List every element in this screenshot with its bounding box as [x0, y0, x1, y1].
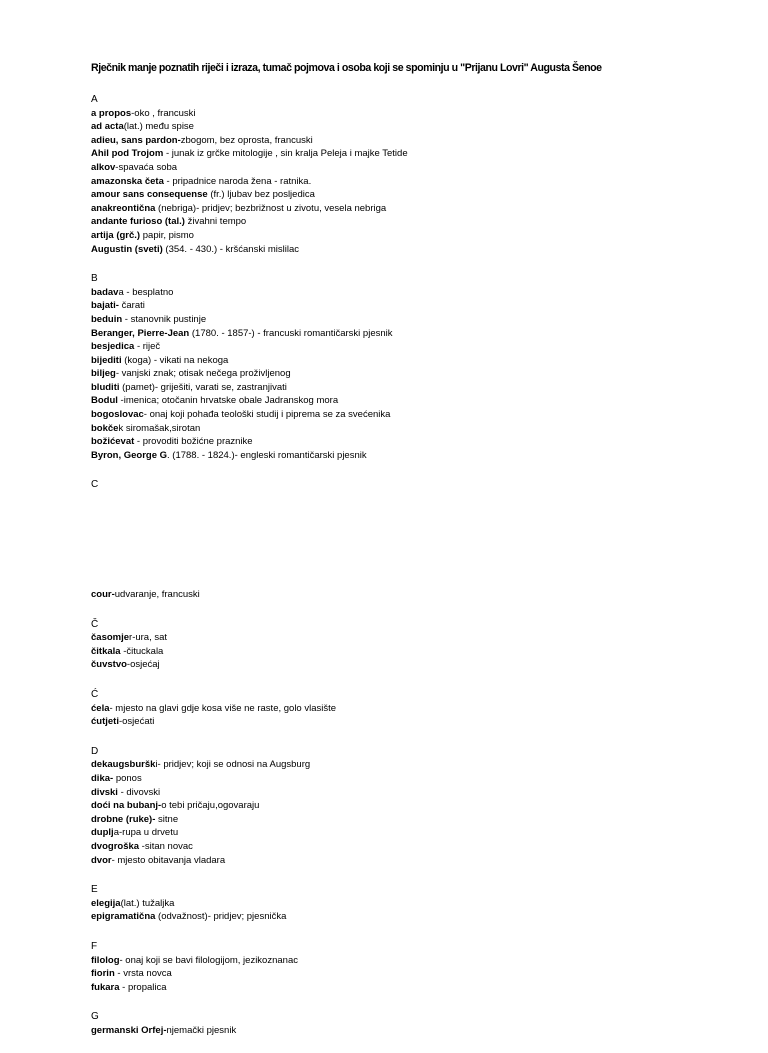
glossary-entry — [91, 645, 731, 659]
entry-term: čitkala — [91, 645, 121, 657]
entry-term: čuvstvo — [91, 659, 127, 671]
entry-term: bogoslovac — [91, 409, 144, 421]
document-title: Rječnik manje poznatih riječi i izraza, tumač pojmova i osoba koji se spominju u "Prijanu Lovri" Augusta Šenoe — [91, 62, 602, 74]
entry-definition: k siromašak,sirotan — [118, 422, 201, 434]
entry-definition: - riječ — [134, 341, 161, 353]
entry-term: Ahil pod Trojom — [91, 148, 164, 160]
glossary-entry — [91, 107, 731, 121]
entry-term: alkov — [91, 161, 116, 173]
entry-definition: o tebi pričaju,ogovaraju — [161, 800, 260, 812]
entry-definition: . (1788. - 1824.)- engleski romantičarski pjesnik — [167, 449, 367, 461]
entry-term: drobne (ruke)- — [91, 813, 156, 825]
glossary-entry — [91, 299, 731, 313]
entry-definition: papir, pismo — [140, 229, 194, 241]
entry-term: dvogroška — [91, 840, 140, 852]
entry-term: Augustin (sveti) — [91, 243, 163, 255]
entry-term: filolog — [91, 954, 120, 966]
entry-term: epigramatična — [91, 911, 156, 923]
glossary-section — [91, 745, 731, 867]
glossary-entry — [91, 286, 731, 300]
entry-term: cour- — [91, 589, 115, 601]
entry-term: božićevat — [91, 436, 135, 448]
entry-definition: - vrsta novca — [114, 968, 172, 980]
entry-term: ćutjeti — [91, 716, 119, 728]
glossary-entry — [91, 588, 731, 602]
entry-term: amour sans consequense — [91, 189, 208, 201]
entry-term: Bodul — [91, 395, 118, 407]
glossary-section — [91, 688, 731, 729]
glossary-section — [91, 272, 731, 462]
glossary-section — [91, 618, 731, 672]
entry-term: fukara — [91, 981, 120, 993]
entry-term: anakreontična — [91, 202, 156, 214]
glossary-entry — [91, 449, 731, 463]
entry-definition: njemački pjesnik — [166, 1024, 237, 1036]
glossary-entry — [91, 910, 731, 924]
entry-definition: (lat.) tužaljka — [120, 897, 175, 909]
glossary-entry — [91, 435, 731, 449]
entry-definition: a-rupa u drvetu — [113, 827, 179, 839]
entry-definition: - junak iz grčke mitologije , sin kralja Peleja i majke Tetide — [163, 148, 408, 160]
glossary-entry — [91, 715, 731, 729]
glossary-entry — [91, 786, 731, 800]
entry-term: ad acta — [91, 121, 124, 133]
entry-definition: (koga) - vikati na nekoga — [121, 354, 229, 366]
entry-definition: sitne — [155, 813, 179, 825]
section-letter: Č — [91, 618, 99, 630]
glossary-entry — [91, 1024, 731, 1038]
entry-term: artija (grč.) — [91, 229, 141, 241]
glossary-entry — [91, 229, 731, 243]
entry-term: bajati- — [91, 300, 119, 312]
entry-term: divski — [91, 786, 118, 798]
entry-term: badav — [91, 286, 119, 298]
entry-term: a propos — [91, 107, 132, 119]
entry-term: andante furioso (tal.) — [91, 216, 185, 228]
entry-definition: - vanjski znak; otisak nečega proživljenog — [115, 368, 291, 380]
entry-definition: (fr.) ljubav bez posljedica — [207, 189, 315, 201]
section-letter: B — [91, 273, 98, 285]
glossary-entry — [91, 134, 731, 148]
glossary-section — [91, 940, 731, 994]
entry-definition: -oko , francuski — [131, 107, 196, 119]
glossary-section — [91, 93, 731, 256]
entry-term: besjedica — [91, 341, 135, 353]
entry-term: ćela — [91, 702, 110, 714]
entry-term: dvor — [91, 854, 112, 866]
entry-definition: -čituckala — [120, 645, 164, 657]
entry-definition: ponos — [113, 772, 142, 784]
glossary-entry — [91, 215, 731, 229]
entry-definition: - propalica — [119, 981, 167, 993]
glossary-entry — [91, 340, 731, 354]
entry-definition: - onaj koji pohađa teološki studij i piprema se za svećenika — [143, 409, 391, 421]
glossary-section — [91, 883, 731, 924]
entry-definition: - provoditi božićne praznike — [134, 436, 253, 448]
entry-term: elegija — [91, 897, 121, 909]
glossary-entry — [91, 826, 731, 840]
entry-term: germanski Orfej- — [91, 1024, 167, 1036]
entry-definition: (odvažnost)- pridjev; pjesnička — [155, 911, 287, 923]
entry-term: bokče — [91, 422, 119, 434]
glossary-entry — [91, 840, 731, 854]
glossary-entry — [91, 354, 731, 368]
glossary-entry — [91, 408, 731, 422]
blank-space — [91, 492, 731, 588]
entry-definition: -osjećati — [118, 716, 155, 728]
glossary-entry — [91, 631, 731, 645]
entry-definition: udvaranje, francuski — [114, 589, 200, 601]
section-letter: Ć — [91, 689, 99, 700]
glossary-entry — [91, 327, 731, 341]
glossary-entry — [91, 813, 731, 827]
entry-definition: - mjesto obitavanja vladara — [111, 854, 226, 866]
entry-definition: (lat.) među spise — [123, 121, 194, 133]
glossary-entry — [91, 188, 731, 202]
glossary-entry — [91, 367, 731, 381]
entry-term: Byron, George G — [91, 449, 168, 461]
entry-definition: živahni tempo — [184, 216, 247, 228]
entry-definition: r-ura, sat — [129, 632, 168, 644]
entry-term: biljeg — [91, 368, 116, 380]
section-letter: E — [91, 884, 98, 896]
glossary-entry — [91, 175, 731, 189]
entry-definition: (nebriga)- pridjev; bezbrižnost u zivotu, vesela nebriga — [155, 202, 387, 214]
entry-definition: -imenica; otočanin hrvatske obale Jadranskog mora — [117, 395, 339, 407]
glossary-entry — [91, 897, 731, 911]
entry-definition: (1780. - 1857-) - francuski romantičarski pjesnik — [189, 327, 393, 339]
entry-term: bijediti — [91, 354, 122, 366]
glossary — [91, 93, 731, 1037]
glossary-entry — [91, 422, 731, 436]
glossary-entry — [91, 758, 731, 772]
entry-term: beduin — [91, 313, 123, 325]
section-letter: G — [91, 1011, 99, 1023]
entry-term: dekaugsburšk — [91, 759, 156, 771]
glossary-entry — [91, 202, 731, 216]
entry-definition: -osjećaj — [126, 659, 160, 671]
entry-term: fiorin — [91, 968, 115, 980]
entry-term: bluditi — [91, 381, 120, 393]
entry-definition: -sitan novac — [139, 840, 193, 852]
entry-term: doći na bubanj- — [91, 800, 162, 812]
entry-definition: i- pridjev; koji se odnosi na Augsburg — [155, 759, 311, 771]
glossary-entry — [91, 161, 731, 175]
glossary-entry — [91, 394, 731, 408]
entry-term: časomje — [91, 632, 130, 644]
entry-term: Beranger, Pierre-Jean — [91, 327, 190, 339]
entry-definition: - mjesto na glavi gdje kosa više ne raste, golo vlasište — [109, 702, 337, 714]
entry-definition: čarati — [118, 300, 145, 312]
section-letter: D — [91, 745, 99, 757]
glossary-entry — [91, 120, 731, 134]
entry-definition: - pripadnice naroda žena - ratnika. — [163, 175, 312, 187]
glossary-section — [91, 478, 731, 601]
section-letter: C — [91, 479, 99, 491]
glossary-entry — [91, 854, 731, 868]
entry-term: adieu, sans pardon- — [91, 134, 181, 146]
entry-term: dika- — [91, 772, 114, 784]
glossary-entry — [91, 967, 731, 981]
entry-definition: - onaj koji se bavi filologijom, jezikoznanac — [119, 954, 298, 966]
glossary-entry — [91, 799, 731, 813]
entry-definition: (pamet)- griješiti, varati se, zastranjivati — [119, 381, 287, 393]
entry-definition: -spavaća soba — [115, 161, 178, 173]
entry-term: amazonska četa — [91, 175, 164, 187]
glossary-entry — [91, 381, 731, 395]
glossary-entry — [91, 772, 731, 786]
glossary-entry — [91, 702, 731, 716]
glossary-entry — [91, 313, 731, 327]
entry-definition: - stanovnik pustinje — [122, 313, 207, 325]
entry-definition: a - besplatno — [118, 286, 174, 298]
entry-definition: zbogom, bez oprosta, francuski — [180, 134, 313, 146]
entry-term: duplj — [91, 827, 114, 839]
entry-definition: (354. - 430.) - kršćanski mislilac — [162, 243, 299, 255]
section-letter: F — [91, 940, 98, 952]
glossary-entry — [91, 658, 731, 672]
glossary-entry — [91, 147, 731, 161]
glossary-entry — [91, 243, 731, 257]
glossary-entry — [91, 954, 731, 968]
document-page — [91, 60, 731, 1053]
glossary-entry — [91, 981, 731, 995]
entry-definition: - divovski — [117, 786, 161, 798]
section-letter: A — [91, 94, 98, 105]
